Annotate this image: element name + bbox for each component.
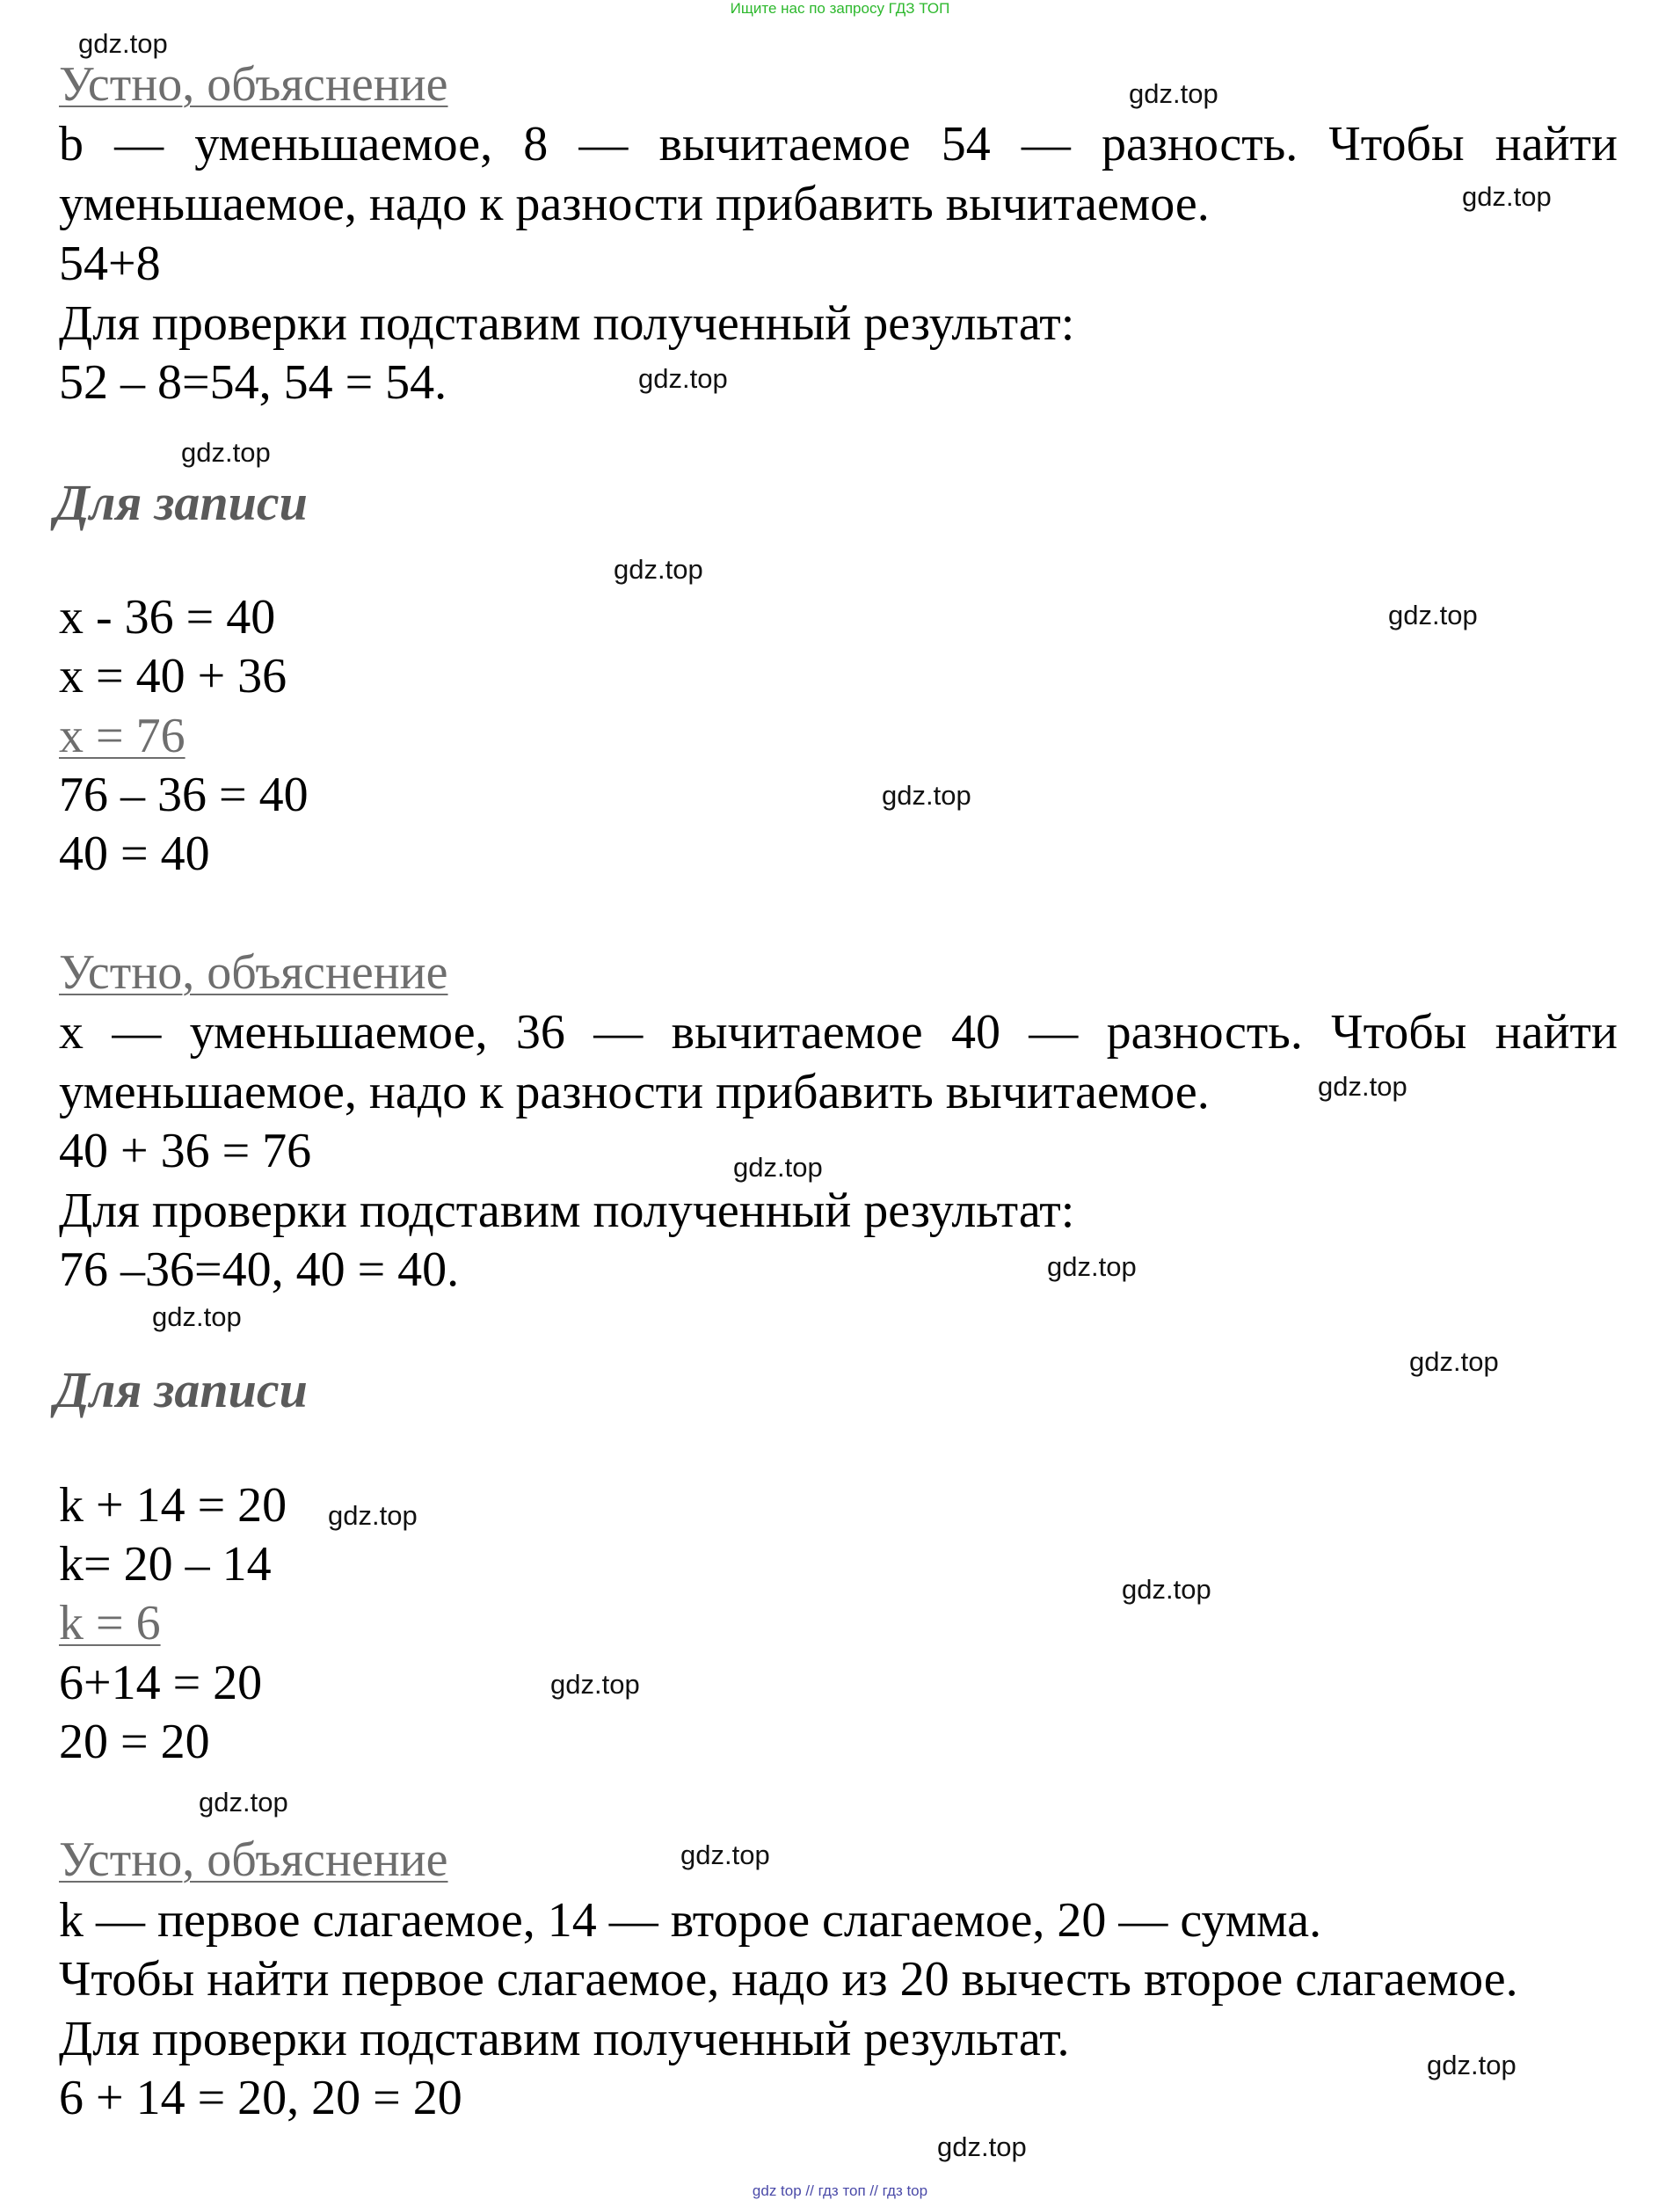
- equation-1-check-1: 76 – 36 = 40: [59, 768, 309, 822]
- watermark: gdz.top: [882, 780, 971, 811]
- watermark: gdz.top: [614, 554, 703, 585]
- explanation-1-line-3: 54+8: [59, 237, 161, 291]
- watermark: gdz.top: [1462, 181, 1552, 212]
- watermark: gdz.top: [181, 437, 271, 468]
- watermark: gdz.top: [733, 1152, 823, 1183]
- explanation-3-line-2: Чтобы найти первое слагаемое, надо из 20 вычесть второе слагаемое.: [59, 1952, 1518, 2007]
- watermark: gdz.top: [1388, 600, 1478, 630]
- equation-2-answer: k = 6: [59, 1596, 161, 1650]
- watermark: gdz.top: [328, 1500, 418, 1531]
- oral-explanation-heading-1: Устно, объяснение: [59, 57, 448, 112]
- watermark: gdz.top: [1427, 2050, 1516, 2080]
- explanation-1-line-4: Для проверки подставим полученный результат:: [59, 296, 1075, 351]
- bottom-banner: gdz top // гдз топ // гдз top: [752, 2182, 928, 2199]
- explanation-1-line-2: уменьшаемое, надо к разности прибавить вычитаемое.: [59, 177, 1210, 231]
- record-title-1: Для записи: [55, 474, 308, 531]
- equation-1-line-1: x - 36 = 40: [59, 590, 276, 645]
- explanation-2-line-3: 40 + 36 = 76: [59, 1124, 312, 1178]
- record-title-2: Для записи: [55, 1361, 308, 1418]
- watermark: gdz.top: [199, 1787, 288, 1818]
- watermark: gdz.top: [937, 2131, 1027, 2162]
- watermark: gdz.top: [1409, 1346, 1499, 1377]
- equation-1-check-2: 40 = 40: [59, 827, 210, 881]
- explanation-2-line-2: уменьшаемое, надо к разности прибавить вычитаемое.: [59, 1065, 1210, 1119]
- equation-2-check-1: 6+14 = 20: [59, 1656, 263, 1710]
- watermark: gdz.top: [1129, 78, 1218, 109]
- watermark: gdz.top: [638, 363, 728, 394]
- equation-2-check-2: 20 = 20: [59, 1715, 210, 1769]
- watermark: gdz.top: [152, 1301, 242, 1332]
- watermark: gdz.top: [550, 1669, 640, 1700]
- watermark: gdz.top: [78, 28, 168, 59]
- oral-explanation-heading-3: Устно, объяснение: [59, 1832, 448, 1887]
- explanation-2-line-5: 76 –36=40, 40 = 40.: [59, 1242, 460, 1297]
- equation-1-line-2: x = 40 + 36: [59, 649, 287, 703]
- watermark: gdz.top: [1318, 1071, 1407, 1102]
- top-banner: Ищите нас по запросу ГДЗ ТОП: [730, 0, 950, 17]
- equation-2-line-1: k + 14 = 20: [59, 1478, 287, 1533]
- equation-2-line-2: k= 20 – 14: [59, 1537, 272, 1592]
- explanation-3-line-3: Для проверки подставим полученный результат.: [59, 2012, 1070, 2066]
- equation-1-answer: x = 76: [59, 709, 185, 763]
- explanation-3-line-1: k — первое слагаемое, 14 — второе слагаемое, 20 — сумма.: [59, 1893, 1322, 1948]
- explanation-1-line-1: b — уменьшаемое, 8 — вычитаемое 54 — разность. Чтобы найти: [59, 117, 1618, 171]
- watermark: gdz.top: [680, 1839, 770, 1870]
- explanation-3-line-4: 6 + 14 = 20, 20 = 20: [59, 2071, 462, 2125]
- watermark: gdz.top: [1122, 1574, 1211, 1605]
- explanation-2-line-1: x — уменьшаемое, 36 — вычитаемое 40 — разность. Чтобы найти: [59, 1005, 1618, 1060]
- watermark: gdz.top: [1047, 1251, 1137, 1282]
- explanation-2-line-4: Для проверки подставим полученный результат:: [59, 1184, 1075, 1238]
- oral-explanation-heading-2: Устно, объяснение: [59, 945, 448, 1000]
- explanation-1-line-5: 52 – 8=54, 54 = 54.: [59, 355, 447, 410]
